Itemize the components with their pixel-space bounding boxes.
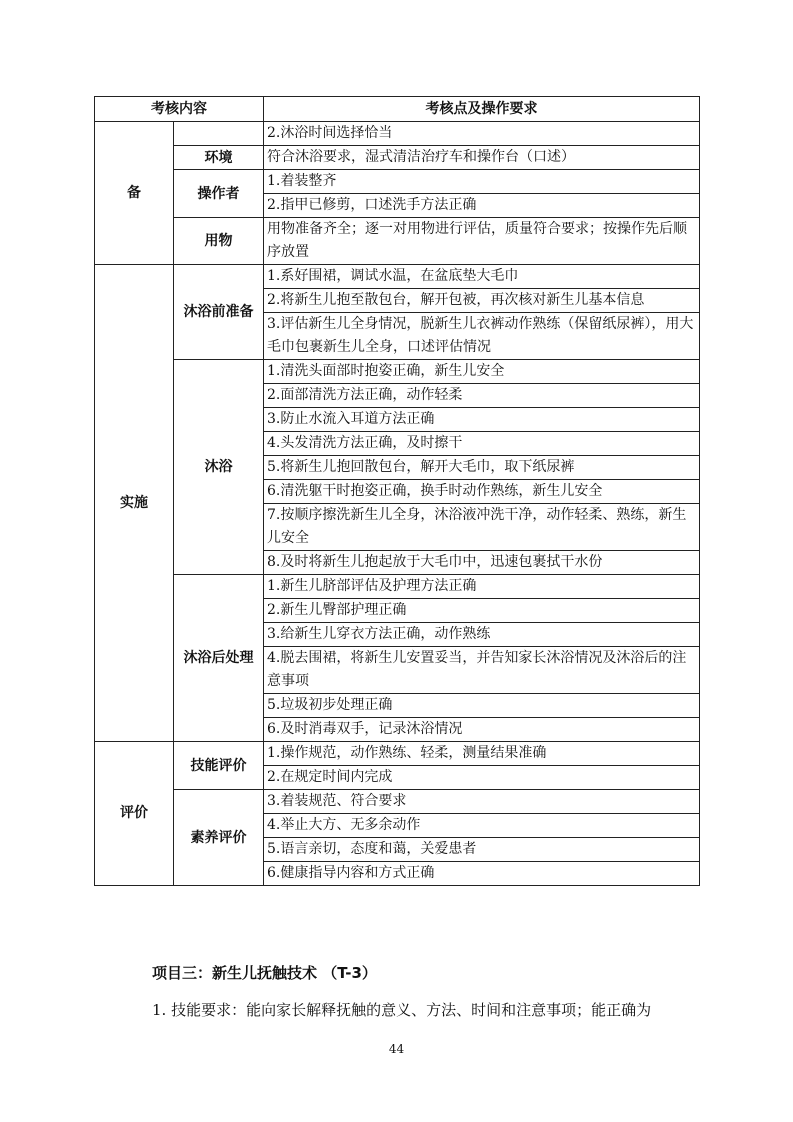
- table-row: [95, 742, 700, 766]
- page-number: 44: [388, 1042, 405, 1056]
- category-cell: 实施: [95, 265, 174, 742]
- table-row: [95, 146, 700, 170]
- table-row: [95, 122, 700, 146]
- table-header-row: [95, 97, 700, 122]
- requirement-cell: 6.清洗躯干时抱姿正确，换手时动作熟练，新生儿安全: [264, 480, 700, 504]
- requirement-cell: 2.面部清洗方法正确，动作轻柔: [264, 384, 700, 408]
- requirement-cell: 2.在规定时间内完成: [264, 766, 700, 790]
- requirement-cell: 6.及时消毒双手，记录沐浴情况: [264, 718, 700, 742]
- requirement-cell: 1.系好围裙，调试水温，在盆底垫大毛巾: [264, 265, 700, 289]
- section-title: 项目三：新生儿抚触技术 （T-3）: [152, 964, 377, 982]
- requirement-cell: 2.指甲已修剪，口述洗手方法正确: [264, 194, 700, 218]
- requirement-cell: 3.防止水流入耳道方法正确: [264, 408, 700, 432]
- table-row: [95, 170, 700, 194]
- requirement-cell: 5.将新生儿抱回散包台，解开大毛巾，取下纸尿裤: [264, 456, 700, 480]
- table-row: [95, 360, 700, 384]
- requirement-cell: 1.新生儿脐部评估及护理方法正确: [264, 575, 700, 599]
- requirement-cell: 4.脱去围裙，将新生儿安置妥当，并告知家长沐浴情况及沐浴后的注意事项: [264, 647, 700, 694]
- table-row: [95, 265, 700, 289]
- subcategory-cell: 素养评价: [174, 790, 264, 886]
- requirement-cell: 符合沐浴要求，湿式清洁治疗车和操作台（口述）: [264, 146, 700, 170]
- assessment-table-body: [95, 97, 700, 886]
- requirement-cell: 2.沐浴时间选择恰当: [264, 122, 700, 146]
- requirement-cell: 2.将新生儿抱至散包台，解开包被，再次核对新生儿基本信息: [264, 289, 700, 313]
- table-row: [95, 575, 700, 599]
- body-paragraph: 1. 技能要求：能向家长解释抚触的意义、方法、时间和注意事项；能正确为: [152, 1001, 652, 1019]
- subcategory-cell: 操作者: [174, 170, 264, 218]
- requirement-cell: 6.健康指导内容和方式正确: [264, 862, 700, 886]
- subcategory-cell: 沐浴后处理: [174, 575, 264, 742]
- subcategory-cell: [174, 122, 264, 146]
- table-row: [95, 218, 700, 265]
- subcategory-cell: 用物: [174, 218, 264, 265]
- requirement-cell: 1.操作规范，动作熟练、轻柔，测量结果准确: [264, 742, 700, 766]
- requirement-cell: 3.着装规范、符合要求: [264, 790, 700, 814]
- category-cell: 备: [95, 122, 174, 265]
- subcategory-cell: 沐浴: [174, 360, 264, 575]
- requirement-cell: 2.新生儿臀部护理正确: [264, 599, 700, 623]
- requirement-cell: 7.按顺序擦洗新生儿全身，沐浴液冲洗干净，动作轻柔、熟练，新生儿安全: [264, 504, 700, 551]
- header-content: 考核内容: [95, 97, 264, 122]
- header-requirements: 考核点及操作要求: [264, 97, 700, 122]
- requirement-cell: 4.举止大方、无多余动作: [264, 814, 700, 838]
- requirement-cell: 8.及时将新生儿抱起放于大毛巾中，迅速包裹拭干水份: [264, 551, 700, 575]
- table-row: [95, 790, 700, 814]
- requirement-cell: 1.着装整齐: [264, 170, 700, 194]
- requirement-cell: 用物准备齐全；逐一对用物进行评估，质量符合要求；按操作先后顺序放置: [264, 218, 700, 265]
- assessment-table: [94, 96, 700, 886]
- category-cell: 评价: [95, 742, 174, 886]
- requirement-cell: 5.语言亲切，态度和蔼，关爱患者: [264, 838, 700, 862]
- requirement-cell: 3.给新生儿穿衣方法正确，动作熟练: [264, 623, 700, 647]
- requirement-cell: 4.头发清洗方法正确，及时擦干: [264, 432, 700, 456]
- subcategory-cell: 环境: [174, 146, 264, 170]
- subcategory-cell: 沐浴前准备: [174, 265, 264, 360]
- requirement-cell: 1.清洗头面部时抱姿正确，新生儿安全: [264, 360, 700, 384]
- requirement-cell: 5.垃圾初步处理正确: [264, 694, 700, 718]
- requirement-cell: 3.评估新生儿全身情况，脱新生儿衣裤动作熟练（保留纸尿裤），用大毛巾包裹新生儿全身，口述评估情况: [264, 313, 700, 360]
- subcategory-cell: 技能评价: [174, 742, 264, 790]
